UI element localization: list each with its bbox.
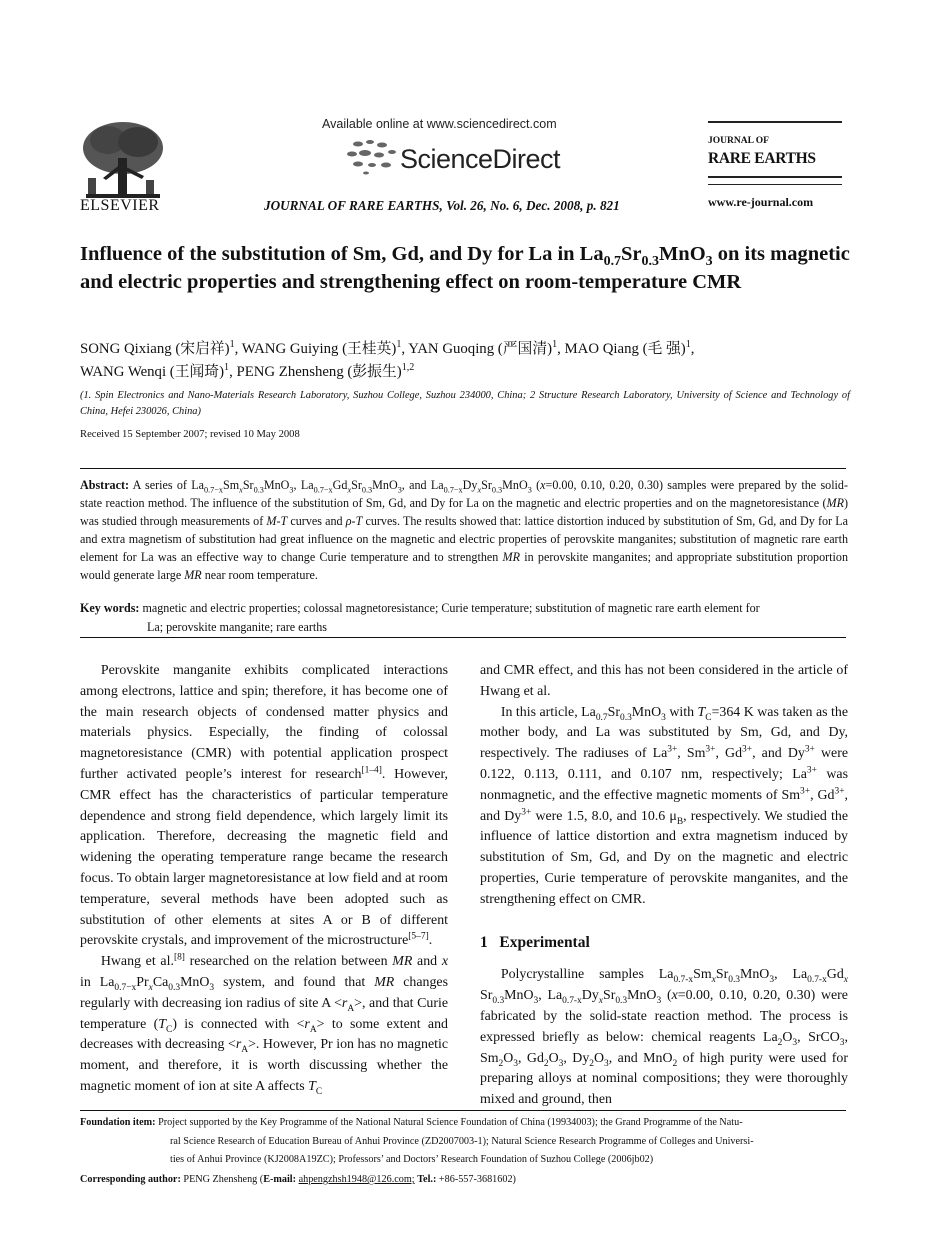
journal-rule-top <box>708 121 842 123</box>
sciencedirect-wordmark: ScienceDirect <box>400 144 561 174</box>
abstract-rule-top <box>80 468 846 469</box>
body-column-left <box>80 661 448 1098</box>
abstract: Abstract: A series of $La_{0.7-x}Sm_xSr_{0.3}MnO_3$, $La_{0.7-x}Gd_xSr_{0.3}MnO_3$, and $La_{0.7-x}Dy_xSr_{0.3}MnO_3$ (x=0.00, 0.10, 0.20, 0.30) samples were prepared by the solid-state reaction method. The influence of the substitution of Sm, Gd, and Dy for La on the magnetic and electric properties and on the magnetoresistance (MR) was studied through measurements of M-T curves and ρ-T curves. The results showed that: lattice distortion induced by substitution of Sm, Gd, and Dy for La and extra magnetism of substitution had great influence on the magnetic and electric properties of perovskite manganites; substitution of magnetic rare earth element for La was an effective way to change Curie temperature and to strengthen MR in perovskite manganites; and appropriate substitution proportion would generate large MR near room temperature. <box>80 478 848 582</box>
body-column-right <box>480 661 848 1111</box>
paragraph: and CMR effect, and this has not been considered in the article of Hwang et al. <box>480 663 848 699</box>
section-heading: 1 Experimental <box>480 933 590 951</box>
author: SONG Qixiang (宋启祥)$^1$, <box>80 339 242 357</box>
sciencedirect-dots-icon <box>344 138 400 176</box>
journal-citation: JOURNAL OF RARE EARTHS, Vol. 26, No. 6, Dec. 2008, p. 821 <box>264 198 620 213</box>
available-online-text: Available online at www.sciencedirect.com <box>322 117 557 131</box>
author: WANG Guiying (王桂英)$^1$, <box>241 339 409 357</box>
corresponding-author-footnote: Corresponding author: PENG Zhensheng (E-mail: ahpengzhsh1948@126.com; Tel.: +86-557-3681602) <box>80 1174 516 1185</box>
paragraph: Perovskite manganite exhibits complicated interactions among electrons, lattice and spin; therefore, it has become one of the main research objects of condensed matter physics and materials physics. Especially, the finding of colossal magnetoresistance (CMR) with potential application prospect further activated people’s interest for research[1–4]. However, CMR effect has the characteristics of particular temperature dependence and strong field dependence, which largely limit its application. Therefore, decreasing the magnetic field and widening the operating temperature range became the research focus. To obtain larger magnetoresistance at low field and at room temperature, several methods have been adopted such as substitution of other elements at sites A or B of different perovskite crystals, and improvement of the microstructure[5–7]. <box>80 663 449 949</box>
footnote-rule <box>80 1110 846 1111</box>
paragraph: Polycrystalline samples $La_{0.7-x}Sm_xSr_{0.3}MnO_3$, $La_{0.7-x}Gd_x$ $Sr_{0.3}MnO_3$, $La_{0.7-x}Dy_xSr_{0.3}MnO_3$ (x=0.00, 0.10, 0.20, 0.30) were fabricated by the solid-state reaction method. The process is expressed briefly as below: chemical reagents $La_2O_3$, SrCO$_3$, $Sm_2O_3$, $Gd_2O_3$, $Dy_2O_3$, and MnO$_2$ of high purity were used for preparing alloys at nominal compositions; they were thoroughly mixed and ground, then <box>480 967 848 1108</box>
foundation-footnote: Foundation item: Project supported by the Key Programme of the National Natural Science Foundation of China (19934003); the Grand Programme of the Natu- ral Science Research of Education Bureau of Anhui Province (ZD2007003-1); Natural Science Research Programme of Colleges and Universi- ties of Anhui Province (KJ2008A19ZC); Professors’ and Doctors’ Research Foundation of Suzhou College (2006jb02) <box>80 1117 754 1165</box>
affiliations: (1. Spin Electronics and Nano-Materials Research Laboratory, Suzhou College, Suzhou 234000, China; 2 Structure Research Laboratory, University of Science and Technology of China, Hefei 230026, China) <box>80 390 850 417</box>
paragraph: In this article, $La_{0.7}Sr_{0.3}MnO_3$ with $T_C=364$ K was taken as the mother body, and La was substituted by Sm, Gd, and Dy, respectively. The radiuses of $La^{3+}$, $Sm^{3+}$, $Gd^{3+}$, and $Dy^{3+}$ were 0.122, 0.113, 0.111, and 0.107 nm, respectively; $La^{3+}$ was nonmagnetic, and the effective magnetic moments of $Sm^{3+}$, $Gd^{3+}$, and $Dy^{3+}$ were 1.5, 8.0, and 10.6 $\mu_B$, respectively. We studied the influence of lattice distortion and extra magnetism induced by substitution of Sm, Gd, and Dy on the magnetic and electric properties, Curie temperature of perovskite manganites, and the strengthening effect on CMR. <box>480 704 849 907</box>
email-link[interactable]: ahpengzhsh1948@126.com; <box>298 1174 415 1185</box>
keywords: Key words: magnetic and electric properties; colossal magnetoresistance; Curie temperature; substitution of magnetic rare earth element for La; perovskite manganite; rare earths <box>80 601 760 634</box>
journal-of-label: JOURNAL OF <box>708 136 769 146</box>
journal-name: RARE EARTHS <box>708 150 816 167</box>
author-list <box>80 338 860 384</box>
journal-url: www.re-journal.com <box>708 195 814 209</box>
author: MAO Qiang (毛 强)$^1$, <box>564 339 695 357</box>
journal-rule-mid <box>708 176 842 178</box>
article-title: Influence of the substitution of Sm, Gd, and Dy for La in $La_{0.7}Sr_{0.3}MnO_3$ on its magnetic and electric properties and strengthening effect on room-temperature CMR <box>80 243 850 293</box>
author: WANG Wenqi (王闻琦)$^1$, <box>80 362 237 380</box>
received-dates: Received 15 September 2007; revised 10 May 2008 <box>80 429 300 440</box>
author: YAN Guoqing (严国清)$^1$, <box>408 339 565 357</box>
keywords-rule-bottom <box>80 637 846 638</box>
publisher-name: ELSEVIER <box>80 197 160 214</box>
paragraph: Hwang et al.[8] researched on the relation between MR and x in $La_{0.7-x}Pr_xCa_{0.3}MnO_3$ system, and found that MR changes regularly with decreasing ion radius of site $A <r_A>$, and that Curie temperature $(T_C)$ is connected with $<r_A>$ to some extent and decreases with decreasing $<r_A>$. However, Pr ion has no magnetic moment, and therefore, it is worth discussing whether the magnetic moment of ion at site A affects $T_C$ <box>80 952 449 1097</box>
journal-rule-bottom <box>708 184 842 185</box>
author: PENG Zhensheng (彭振生)$^{1,2}$ <box>236 362 415 380</box>
